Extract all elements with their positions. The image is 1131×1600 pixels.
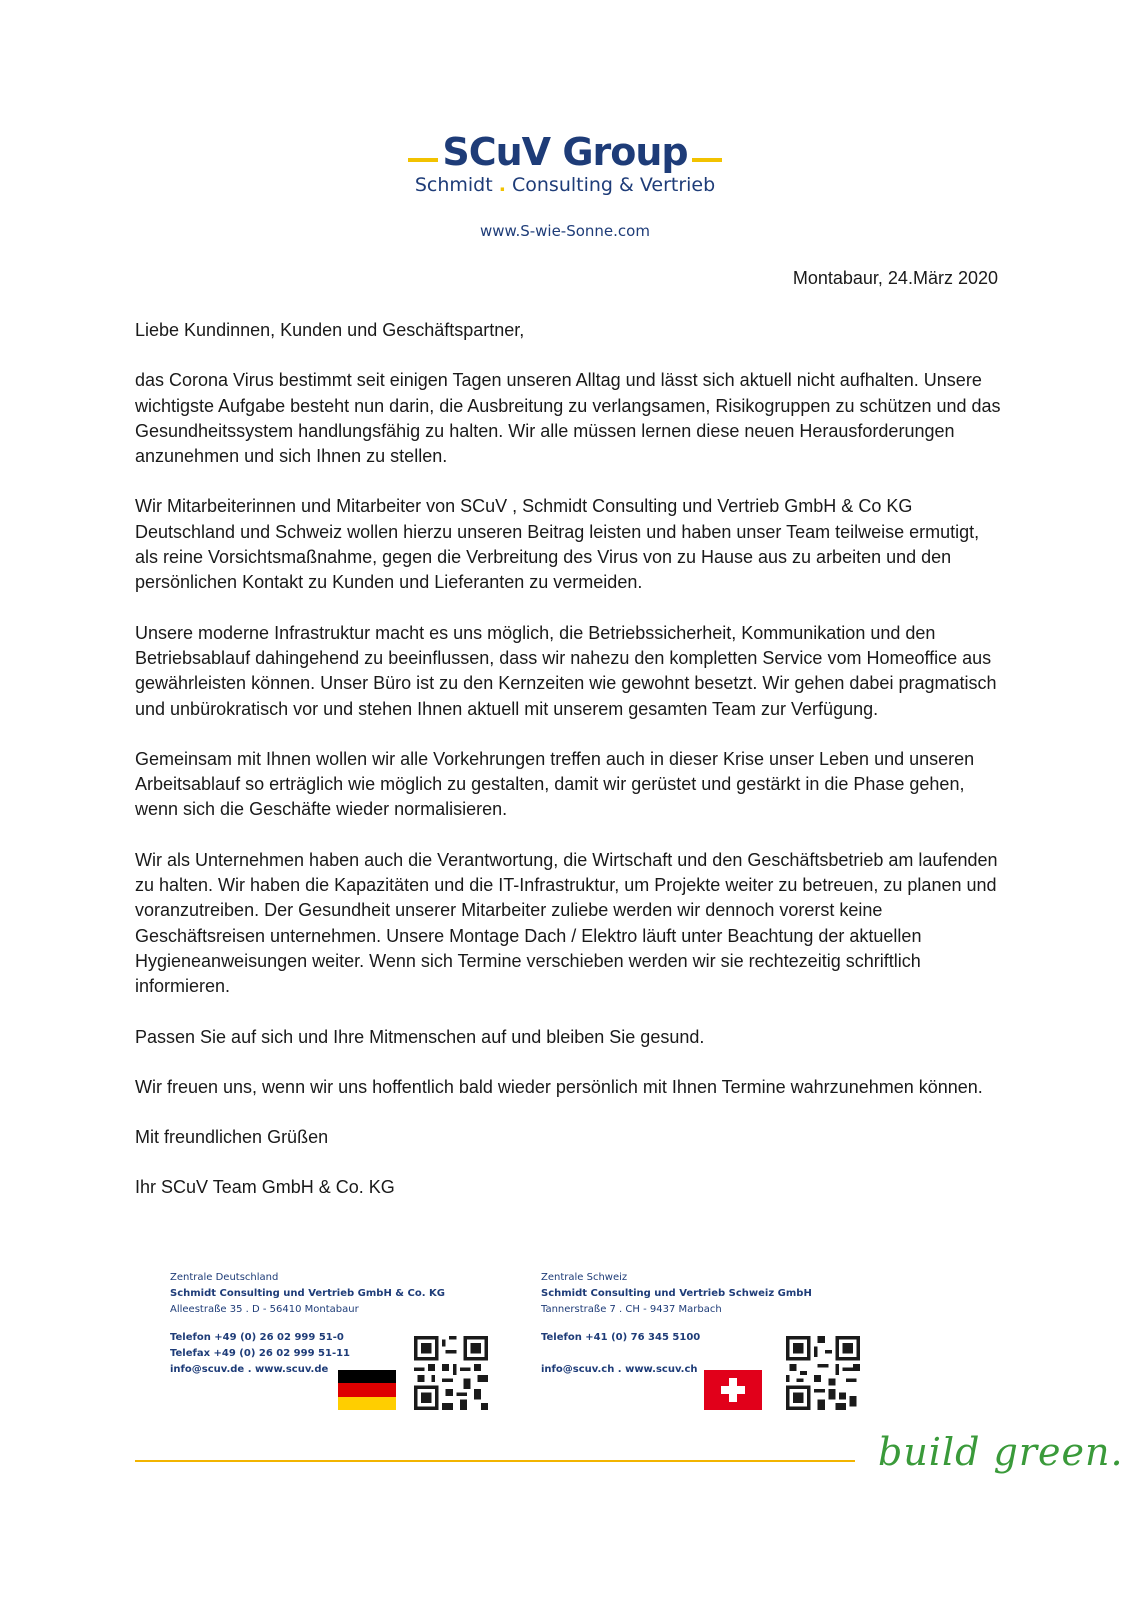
contact-germany xyxy=(170,1270,445,1378)
letter-paragraph: Wir freuen uns, wenn wir uns hoffentlich bald wieder persönlich mit Ihnen Termine wahrzunehmen können. xyxy=(135,1076,983,1097)
logo-bar-right xyxy=(692,158,722,162)
website-url: www.S-wie-Sonne.com xyxy=(480,222,650,240)
contact-de-label: Zentrale Deutschland xyxy=(170,1272,279,1283)
contact-ch-address: Tannerstraße 7 . CH - 9437 Marbach xyxy=(541,1304,722,1315)
letter-paragraph: Wir als Unternehmen haben auch die Verantwortung, die Wirtschaft und den Geschäftsbetrieb am laufenden zu halten. Wir haben die Kapazitäten und die IT-Infrastruktur, um Projekte weiter zu betreuen, zu planen und voranzutreiben. Der Gesundheit unserer Mitarbeiter zuliebe werden wir dennoch vorerst keine Geschäftsreisen unternehmen. Unsere Montage Dach / Elektro läuft unter Beachtung der aktuellen Hygieneanweisungen weiter. Wenn sich Termine verschieben werden wir sie rechtezeitig schriftlich informieren. xyxy=(135,849,998,997)
qr-code-de-icon xyxy=(414,1336,488,1410)
contact-de-web: info@scuv.de . www.scuv.de xyxy=(170,1364,329,1375)
contact-de-fax: Telefax +49 (0) 26 02 999 51-11 xyxy=(170,1348,351,1359)
contact-de-phone: Telefon +49 (0) 26 02 999 51-0 xyxy=(170,1332,344,1343)
contact-ch-label: Zentrale Schweiz xyxy=(541,1272,628,1283)
company-logo xyxy=(400,128,730,196)
contact-switzerland xyxy=(541,1270,812,1378)
letter-closing: Mit freundlichen Grüßen xyxy=(135,1127,329,1148)
germany-flag-icon xyxy=(338,1370,396,1410)
contact-ch-company: Schmidt Consulting und Vertrieb Schweiz GmbH xyxy=(541,1288,812,1299)
letter-paragraph: Unsere moderne Infrastruktur macht es uns möglich, die Betriebssicherheit, Kommunikation und den Betriebsablauf dahingehend zu beeinflussen, dass wir nahezu den kompletten Service vom Homeoffice aus gewährleisten können. Unser Büro ist zu den Kernzeiten wie gewohnt besetzt. Wir gehen dabei pragmatisch und unbürokratisch vor und stehen Ihnen aktuell mit unserem gesamten Team zur Verfügung. xyxy=(135,622,997,719)
letter-paragraph: das Corona Virus bestimmt seit einigen Tagen unseren Alltag und lässt sich aktuell nicht aufhalten. Unsere wichtigste Aufgabe besteht nun darin, die Ausbreitung zu verlangsamen, Risikogruppen zu schützen und das Gesundheitssystem handlungsfähig zu halten. Wir alle müssen lernen diese neuen Herausforderungen anzunehmen und sich Ihnen zu stellen. xyxy=(135,370,1001,467)
letter-date: Montabaur, 24.März 2020 xyxy=(792,268,998,288)
letter-paragraph: Passen Sie auf sich und Ihre Mitmenschen auf und bleiben Sie gesund. xyxy=(135,1026,705,1047)
letter-paragraph: Wir Mitarbeiterinnen und Mitarbeiter von SCuV , Schmidt Consulting und Vertrieb GmbH & Co KG Deutschland und Schweiz wollen hierzu unseren Beitrag leisten und haben unser Team teilweise ermutigt, als reine Vorsichtsmaßnahme, gegen die Verbreitung des Virus von zu Hause aus zu arbeiten und den persönlichen Kontakt zu Kunden und Lieferanten zu vermeiden. xyxy=(135,496,980,593)
logo-subtitle: Schmidt . Consulting & Vertrieb xyxy=(414,174,716,196)
letter-signature: Ihr SCuV Team GmbH & Co. KG xyxy=(135,1177,395,1198)
qr-code-ch-icon xyxy=(786,1336,860,1410)
letter-greeting: Liebe Kundinnen, Kunden und Geschäftspartner, xyxy=(135,320,525,340)
switzerland-flag-icon xyxy=(704,1370,762,1410)
logo-title: SCuV Group xyxy=(442,130,688,174)
contact-ch-phone: Telefon +41 (0) 76 345 5100 xyxy=(541,1332,701,1343)
logo-bar-left xyxy=(408,158,438,162)
contact-de-address: Alleestraße 35 . D - 56410 Montabaur xyxy=(170,1304,359,1315)
contact-ch-web: info@scuv.ch . www.scuv.ch xyxy=(541,1364,698,1375)
letter-paragraph: Gemeinsam mit Ihnen wollen wir alle Vorkehrungen treffen auch in dieser Krise unser Leben und unseren Arbeitsablauf so erträglich wie möglich zu gestalten, damit wir gerüstet und gestärkt in die Phase gehen, wenn sich die Geschäfte wieder normalisieren. xyxy=(135,748,975,820)
footer-divider xyxy=(135,1460,855,1462)
contact-de-company: Schmidt Consulting und Vertrieb GmbH & Co. KG xyxy=(170,1288,445,1299)
slogan: build green. xyxy=(878,1430,1124,1474)
letter-body xyxy=(135,318,1005,1226)
